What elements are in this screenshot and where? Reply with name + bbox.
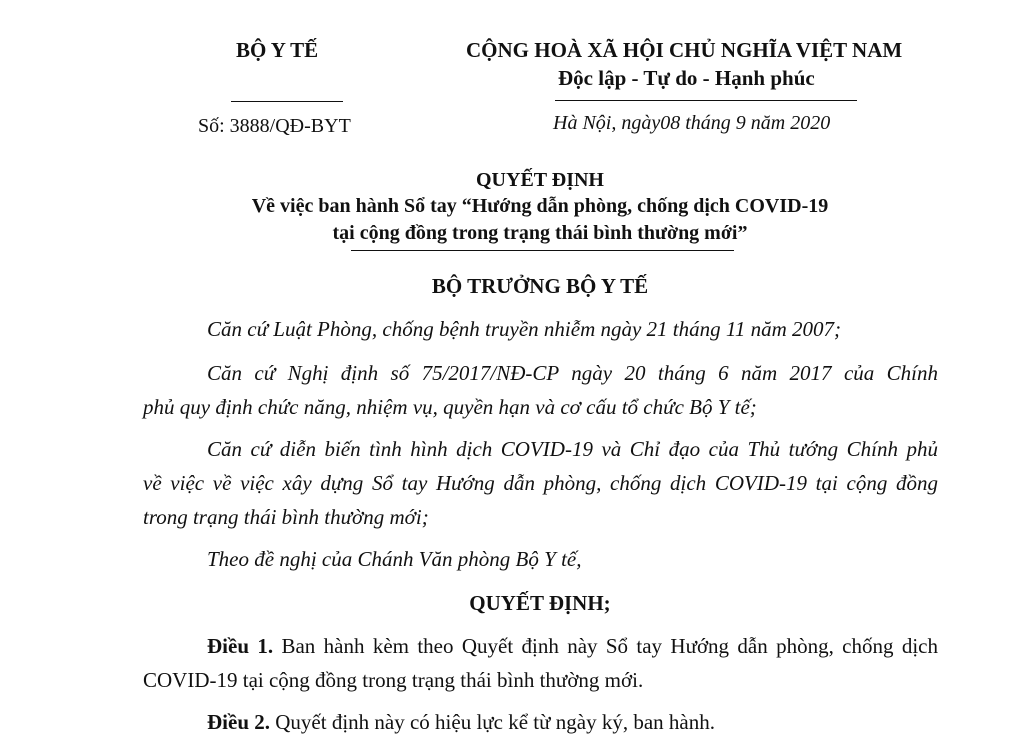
preamble-paragraph-2-line-2: phủ quy định chức năng, nhiệm vụ, quyền hạn và cơ cấu tổ chức Bộ Y tế; — [143, 395, 757, 419]
article-1-label: Điều 1. — [207, 634, 274, 658]
document-type-title: QUYẾT ĐỊNH — [476, 169, 604, 191]
preamble-paragraph-3-line-1: Căn cứ diễn biến tình hình dịch COVID-19 và Chỉ đạo của Thủ tướng Chính phủ — [207, 437, 938, 461]
document-number: Số: 3888/QĐ-BYT — [198, 115, 351, 137]
subject-line-1: Về việc ban hành Sổ tay “Hướng dẫn phòng, chống dịch COVID-19 — [251, 195, 829, 217]
preamble-paragraph-2-line-1: Căn cứ Nghị định số 75/2017/NĐ-CP ngày 20 tháng 6 năm 2017 của Chính — [207, 361, 938, 385]
ministry-underline — [231, 101, 343, 102]
article-2-label: Điều 2. — [207, 710, 270, 734]
motto-underline — [555, 100, 857, 101]
article-1-line-1 — [207, 634, 938, 659]
article-2-text: Quyết định này có hiệu lực kể từ ngày ký, ban hành. — [270, 710, 715, 734]
subject-underline — [351, 250, 734, 251]
ministry-name: BỘ Y TẾ — [236, 38, 319, 62]
preamble-paragraph-1: Căn cứ Luật Phòng, chống bệnh truyền nhiễm ngày 21 tháng 11 năm 2007; — [207, 317, 841, 341]
preamble-paragraph-4: Theo đề nghị của Chánh Văn phòng Bộ Y tế, — [207, 547, 582, 571]
article-1-line-2: COVID-19 tại cộng đồng trong trạng thái bình thường mới. — [143, 668, 644, 692]
national-motto: Độc lập - Tự do - Hạnh phúc — [558, 66, 815, 90]
preamble-paragraph-3-line-3: trong trạng thái bình thường mới; — [143, 505, 429, 529]
issuing-authority: BỘ TRƯỞNG BỘ Y TẾ — [431, 274, 649, 298]
article-1-text: Ban hành kèm theo Quyết định này Sổ tay Hướng dẫn phòng, chống dịch — [273, 634, 939, 658]
article-2-line-1 — [207, 710, 715, 735]
national-title: CỘNG HOÀ XÃ HỘI CHỦ NGHĨA VIỆT NAM — [466, 38, 903, 62]
preamble-paragraph-3-line-2: về việc về việc xây dựng Sổ tay Hướng dẫn phòng, chống dịch COVID-19 tại cộng đồng — [143, 471, 938, 495]
subject-line-2: tại cộng đồng trong trạng thái bình thường mới” — [332, 222, 748, 244]
place-and-date: Hà Nội, ngày08 tháng 9 năm 2020 — [553, 112, 831, 134]
decision-heading: QUYẾT ĐỊNH; — [469, 591, 611, 615]
